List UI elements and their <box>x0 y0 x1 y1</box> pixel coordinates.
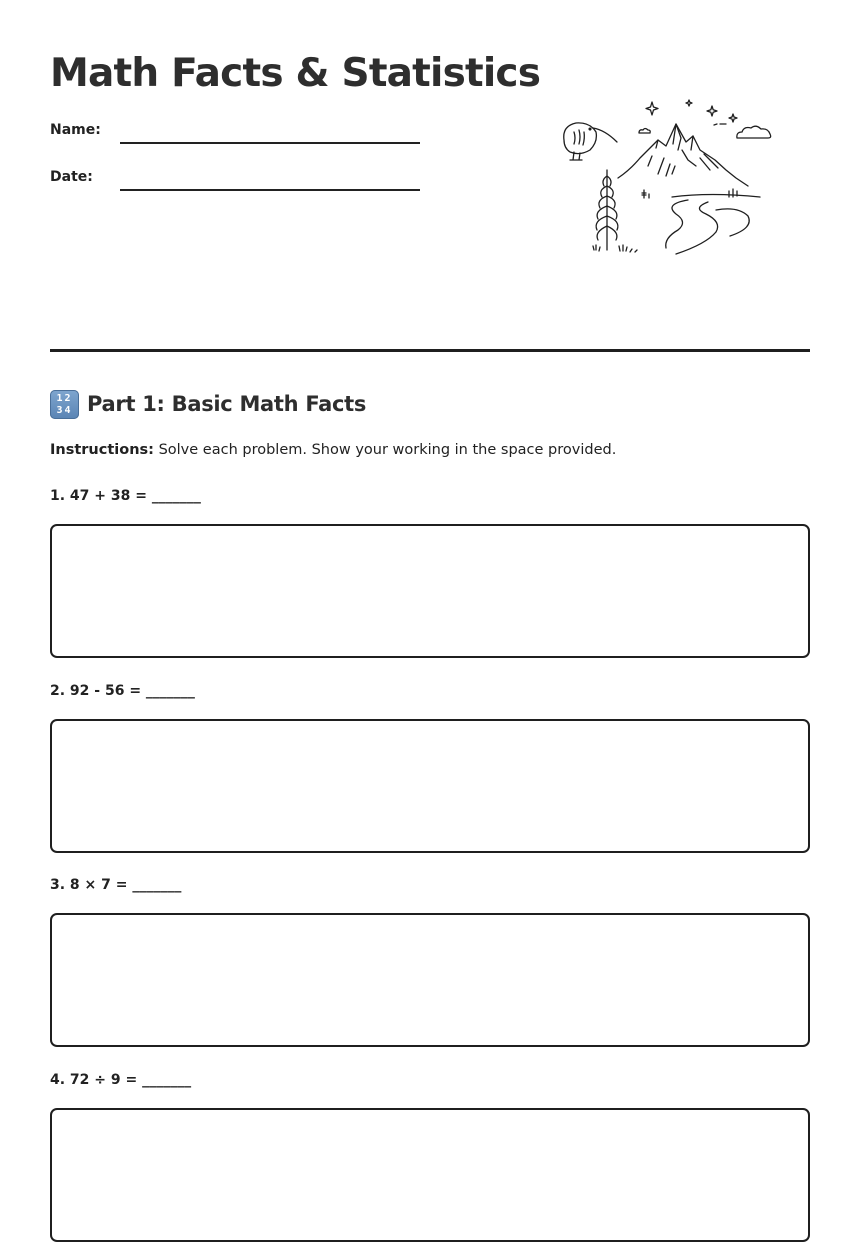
input-numbers-icon-bottom-digits: 34 <box>56 404 73 416</box>
date-field[interactable] <box>50 167 420 197</box>
name-field[interactable] <box>50 120 420 150</box>
date-label: Date: <box>50 169 93 185</box>
cloud-icon <box>639 129 650 134</box>
working-space-box[interactable] <box>50 524 810 658</box>
problem-label: 2. 92 - 56 = _______ <box>50 683 195 699</box>
star-icon <box>686 100 692 106</box>
instructions-text: Solve each problem. Show your working in the space provided. <box>153 442 617 458</box>
problem-label: 1. 47 + 38 = _______ <box>50 488 201 504</box>
instructions <box>50 440 616 460</box>
name-label: Name: <box>50 122 101 138</box>
star-icon <box>729 114 737 122</box>
problem-label: 4. 72 ÷ 9 = _______ <box>50 1072 192 1088</box>
section-heading <box>50 388 366 420</box>
kiwi-bird-icon <box>564 123 617 160</box>
input-numbers-icon <box>50 390 79 419</box>
input-numbers-icon-top-digits: 12 <box>56 392 73 404</box>
cloud-icon <box>737 126 771 138</box>
mountain-icon <box>618 124 748 186</box>
fern-icon <box>596 170 618 250</box>
name-line[interactable] <box>120 142 420 144</box>
kiwi-mountain-landscape-illustration <box>560 98 776 260</box>
working-space-box[interactable] <box>50 913 810 1047</box>
problem-label: 3. 8 × 7 = _______ <box>50 877 182 893</box>
section-divider <box>50 349 810 352</box>
instructions-label: Instructions: <box>50 442 154 458</box>
working-space-box[interactable] <box>50 1108 810 1242</box>
working-space-box[interactable] <box>50 719 810 853</box>
page-title: Math Facts & Statistics <box>50 51 541 96</box>
section-title: Part 1: Basic Math Facts <box>87 392 367 416</box>
date-line[interactable] <box>120 189 420 191</box>
star-icon <box>646 102 658 115</box>
star-icon <box>707 106 717 116</box>
